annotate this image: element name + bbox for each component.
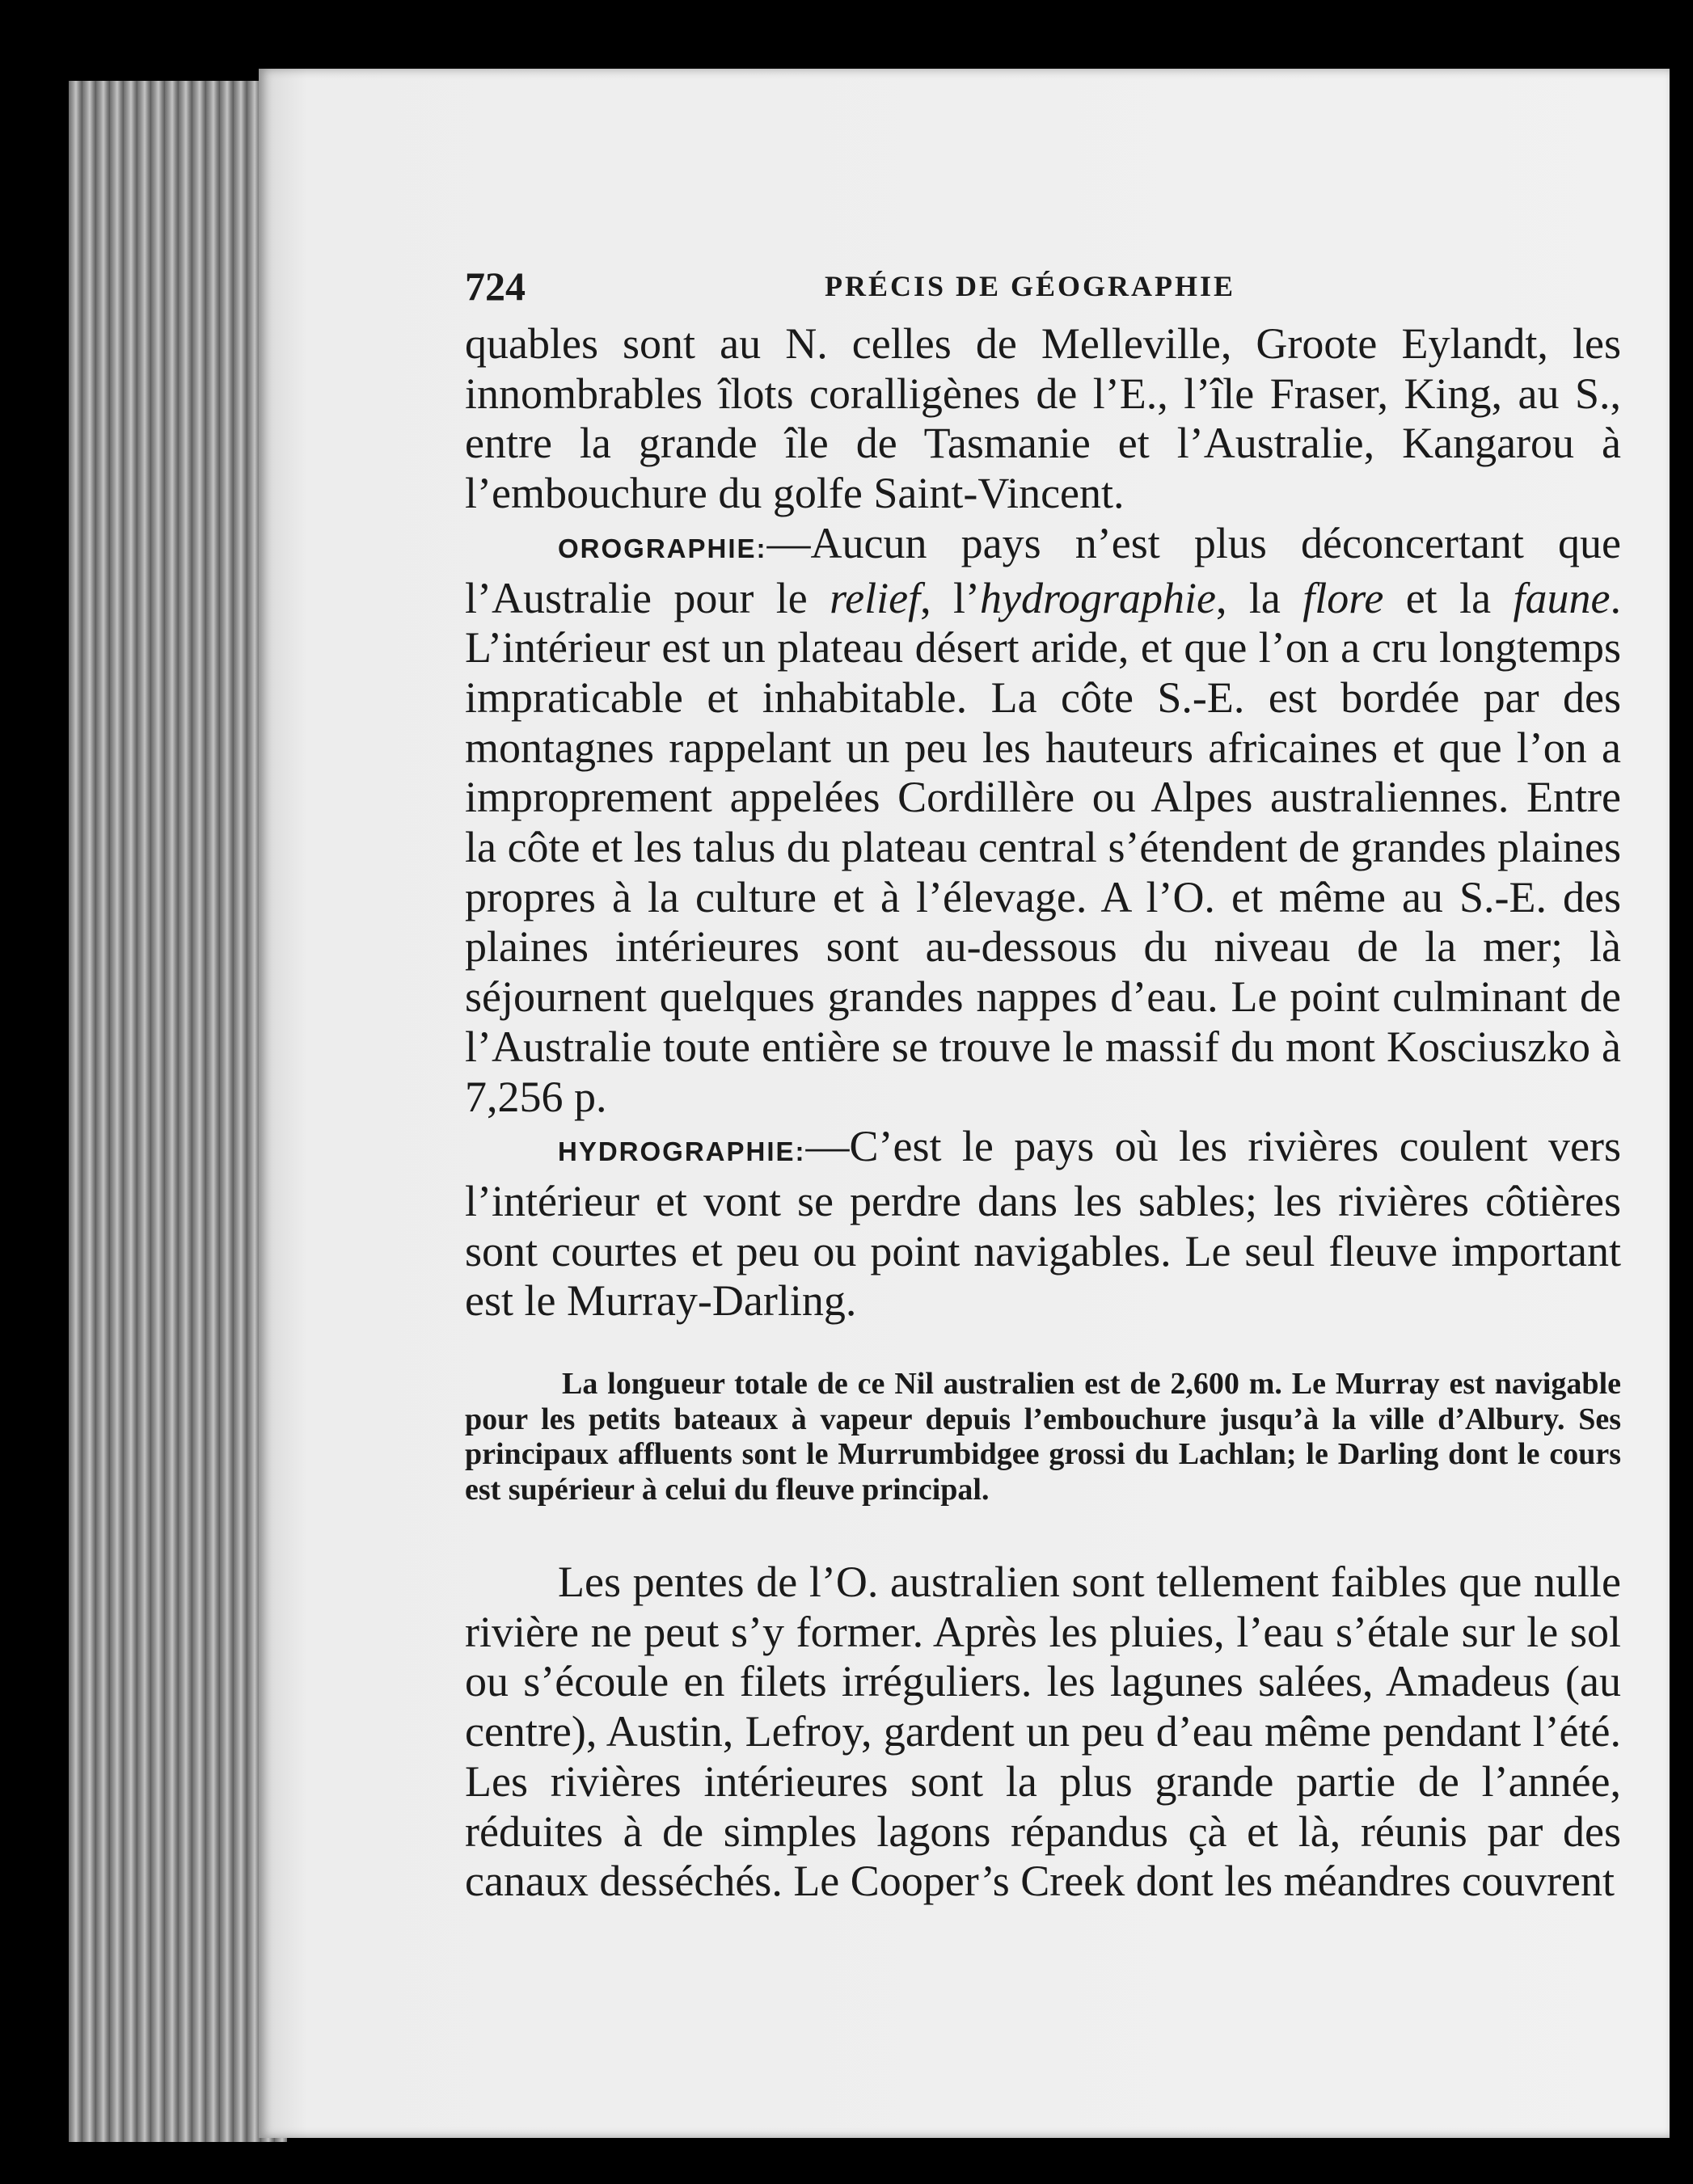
paragraph-hydrographie — [465, 1122, 1621, 1326]
paragraph-orographie — [465, 519, 1621, 1122]
text-block — [465, 247, 1621, 1907]
running-title: PRÉCIS DE GÉOGRAPHIE — [825, 270, 1236, 302]
page-number: 724 — [465, 264, 526, 309]
orographie-text-2: , l’ — [920, 573, 981, 622]
orographie-italic-faune: faune — [1513, 573, 1611, 622]
rubric-hydrographie: HYDROGRAPHIE: — [558, 1136, 806, 1167]
book-page-edges — [69, 81, 287, 2142]
orographie-text-3: , la — [1215, 573, 1303, 622]
orographie-text-1: —Aucun pays n’est plus déconcertant que l’Australie pour le — [465, 518, 1621, 622]
orographie-italic-hydrographie: hydrographie — [980, 573, 1216, 622]
rubric-orographie: OROGRAPHIE: — [558, 533, 767, 563]
orographie-text-4: et la — [1383, 573, 1514, 622]
running-head — [465, 247, 1621, 319]
hydrographie-text: —C’est le pays où les rivières coulent vers l’intérieur et vont se perdre dans les sables; les rivières côtières sont courtes et peu ou point navigables. Le seul fleuve important est le Murray-Darling. — [465, 1122, 1621, 1326]
paragraph-islands: quables sont au N. celles de Melleville, Groote Eylandt, les innombrables îlots coralligènes de l’E., l’île Fraser, King, au S., entre la grande île de Tasmanie et l’Australie, Kangarou à l’embouchure du golfe Saint-Vincent. — [465, 319, 1621, 518]
orographie-italic-flore: flore — [1302, 573, 1384, 622]
note-murray-darling: La longueur totale de ce Nil australien est de 2,600 m. Le Murray est navigable pour les petits bateaux à vapeur depuis l’embouchure jusqu’à la ville d’Albury. Ses principaux affluents sont le Murrumbidgee grossi du Lachlan; le Darling dont le cours est supérieur à celui du fleuve principal. — [465, 1367, 1621, 1507]
paragraph-western-slopes: Les pentes de l’O. australien sont tellement faibles que nulle rivière ne peut s’y former. Après les pluies, l’eau s’étale sur le sol ou s’écoule en filets irréguliers. les lagunes salées, Amadeus (au centre), Austin, Lefroy, gardent un peu d’eau même pendant l’été. Les rivières intérieures sont la plus grande partie de l’année, réduites à de simples lagons répandus çà et là, réunis par des canaux desséchés. Le Cooper’s Creek dont les méandres couvrent — [465, 1558, 1621, 1906]
orographie-text-5: . L’intérieur est un plateau désert aride, et que l’on a cru longtemps impraticable et inhabitable. La côte S.-E. est bordée par des montagnes rappelant un peu les hauteurs africaines et que l’on a improprement appelées Cordillère ou Alpes australiennes. Entre la côte et les talus du plateau central s’étendent de grandes plaines propres à la culture et à l’élevage. A l’O. et même au S.-E. des plaines intérieures sont au-dessous du niveau de la mer; là séjournent quelques grandes nappes d’eau. Le point culminant de l’Australie toute entière se trouve le massif du mont Kosciuszko à 7,256 p. — [465, 573, 1621, 1121]
orographie-italic-relief: relief — [830, 573, 921, 622]
